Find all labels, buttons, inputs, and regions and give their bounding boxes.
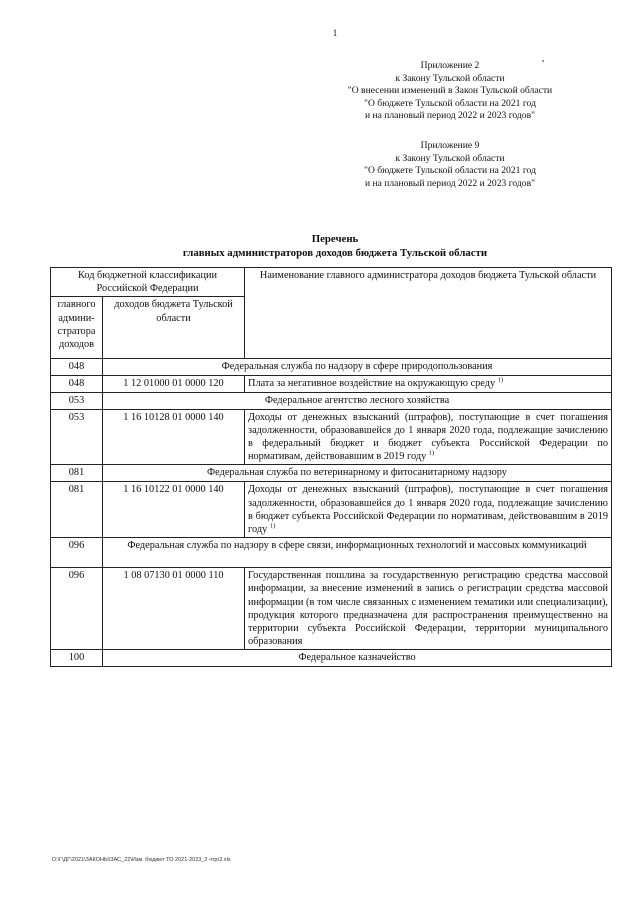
- appendix-9-header: [330, 140, 570, 190]
- file-path-footer: D:\Г\ДГ\2021\ЗАКОНЫ\ЗАС_22\Изм. бюджет ТО 2021-2023_2 чтpr2.xls: [52, 857, 231, 863]
- table-row: [51, 650, 612, 667]
- income-name-cell: [245, 482, 612, 538]
- footnote-marker: 1): [497, 376, 504, 384]
- header-income: доходов бюджета Тульской области: [103, 297, 245, 359]
- table-row: [51, 538, 612, 568]
- income-code-cell: 1 08 07130 01 0000 110: [103, 568, 245, 650]
- admin-code-cell: 096: [51, 568, 103, 650]
- admin-code-cell: 081: [51, 465, 103, 482]
- income-code-cell: 1 12 01000 01 0000 120: [103, 376, 245, 392]
- appendix-line: "О внесении изменений в Закон Тульской области: [347, 85, 553, 97]
- footnote-marker: 1): [269, 522, 276, 530]
- appendix-line: и на плановый период 2022 и 2023 годов": [364, 177, 536, 189]
- appendix-line: к Закону Тульской области: [395, 152, 505, 164]
- header-kbk: Код бюджетной классификации Российской Федерации: [51, 268, 245, 297]
- page-number: 1: [332, 28, 338, 38]
- appendix-line: "О бюджете Тульской области на 2021 год: [364, 165, 536, 177]
- income-name-cell: [245, 376, 612, 392]
- document-title: [120, 232, 550, 260]
- title-line: главных администраторов доходов бюджета Тульской области: [182, 247, 488, 259]
- admin-code-cell: 053: [51, 409, 103, 465]
- table-header-row: [51, 268, 612, 297]
- income-name-text: Доходы от денежных взысканий (штрафов), поступающие в счет погашения задолженности, образовавшейся до 1 января 2020 года, подлежащие зачислению в бюджет субъекта Российской Федерации по нормативам, действовавшим в 2019 году: [248, 484, 608, 536]
- table-row: [51, 409, 612, 465]
- income-name-cell: [245, 409, 612, 465]
- income-code-cell: 1 16 10128 01 0000 140: [103, 409, 245, 465]
- admin-code-cell: 048: [51, 359, 103, 376]
- agency-name-cell: Федеральная служба по надзору в сфере природопользования: [103, 359, 612, 376]
- agency-name-cell: Федеральное казначейство: [103, 650, 612, 667]
- appendix-line: Приложение 9: [420, 140, 480, 151]
- admin-code-cell: 100: [51, 650, 103, 667]
- agency-name-cell: Федеральная служба по надзору в сфере связи, информационных технологий и массовых коммуникаций: [103, 538, 612, 568]
- appendix-line: к Закону Тульской области: [395, 72, 505, 84]
- administrators-table: [50, 267, 612, 667]
- header-name: Наименование главного администратора доходов бюджета Тульской области: [245, 268, 612, 359]
- table-row: [51, 568, 612, 650]
- table-row: [51, 465, 612, 482]
- admin-code-cell: 048: [51, 376, 103, 392]
- agency-name-cell: Федеральное агентство лесного хозяйства: [103, 392, 612, 409]
- appendix-2-header: [330, 60, 570, 123]
- income-code-cell: 1 16 10122 01 0000 140: [103, 482, 245, 538]
- income-name-text: Плата за негативное воздействие на окружающую среду: [248, 378, 496, 390]
- title-line: Перечень: [311, 233, 359, 245]
- appendix-line: Приложение 2: [420, 60, 480, 71]
- admin-code-cell: 053: [51, 392, 103, 409]
- agency-name-cell: Федеральная служба по ветеринарному и фитосанитарному надзору: [103, 465, 612, 482]
- income-name-text: Государственная пошлина за государственную регистрацию средства массовой информации, за внесение изменений в запись о регистрации средства массовой информации (в том числе связанных с изменением тематики или специализации), продукция которого предназначена для распространения преимущественно на территории субъекта Российской Федерации, территории муниципального образования: [248, 570, 608, 648]
- income-name-cell: [245, 568, 612, 650]
- footnote-marker: 1): [428, 449, 435, 457]
- header-admin: главного админи-стратора доходов: [51, 297, 103, 359]
- table-row: [51, 359, 612, 376]
- table-row: [51, 392, 612, 409]
- table-row: [51, 482, 612, 538]
- appendix-line: "О бюджете Тульской области на 2021 год: [364, 97, 536, 109]
- table-row: [51, 376, 612, 392]
- admin-code-cell: 081: [51, 482, 103, 538]
- admin-code-cell: 096: [51, 538, 103, 568]
- income-name-text: Доходы от денежных взысканий (штрафов), поступающие в счет погашения задолженности, образовавшейся до 1 января 2020 года, подлежащие зачислению в федеральный бюджет и бюджет субъекта Российской Федерации по нормативам, действовавшим в 2019 году: [248, 411, 608, 463]
- appendix-line: и на плановый период 2022 и 2023 годов": [364, 110, 536, 122]
